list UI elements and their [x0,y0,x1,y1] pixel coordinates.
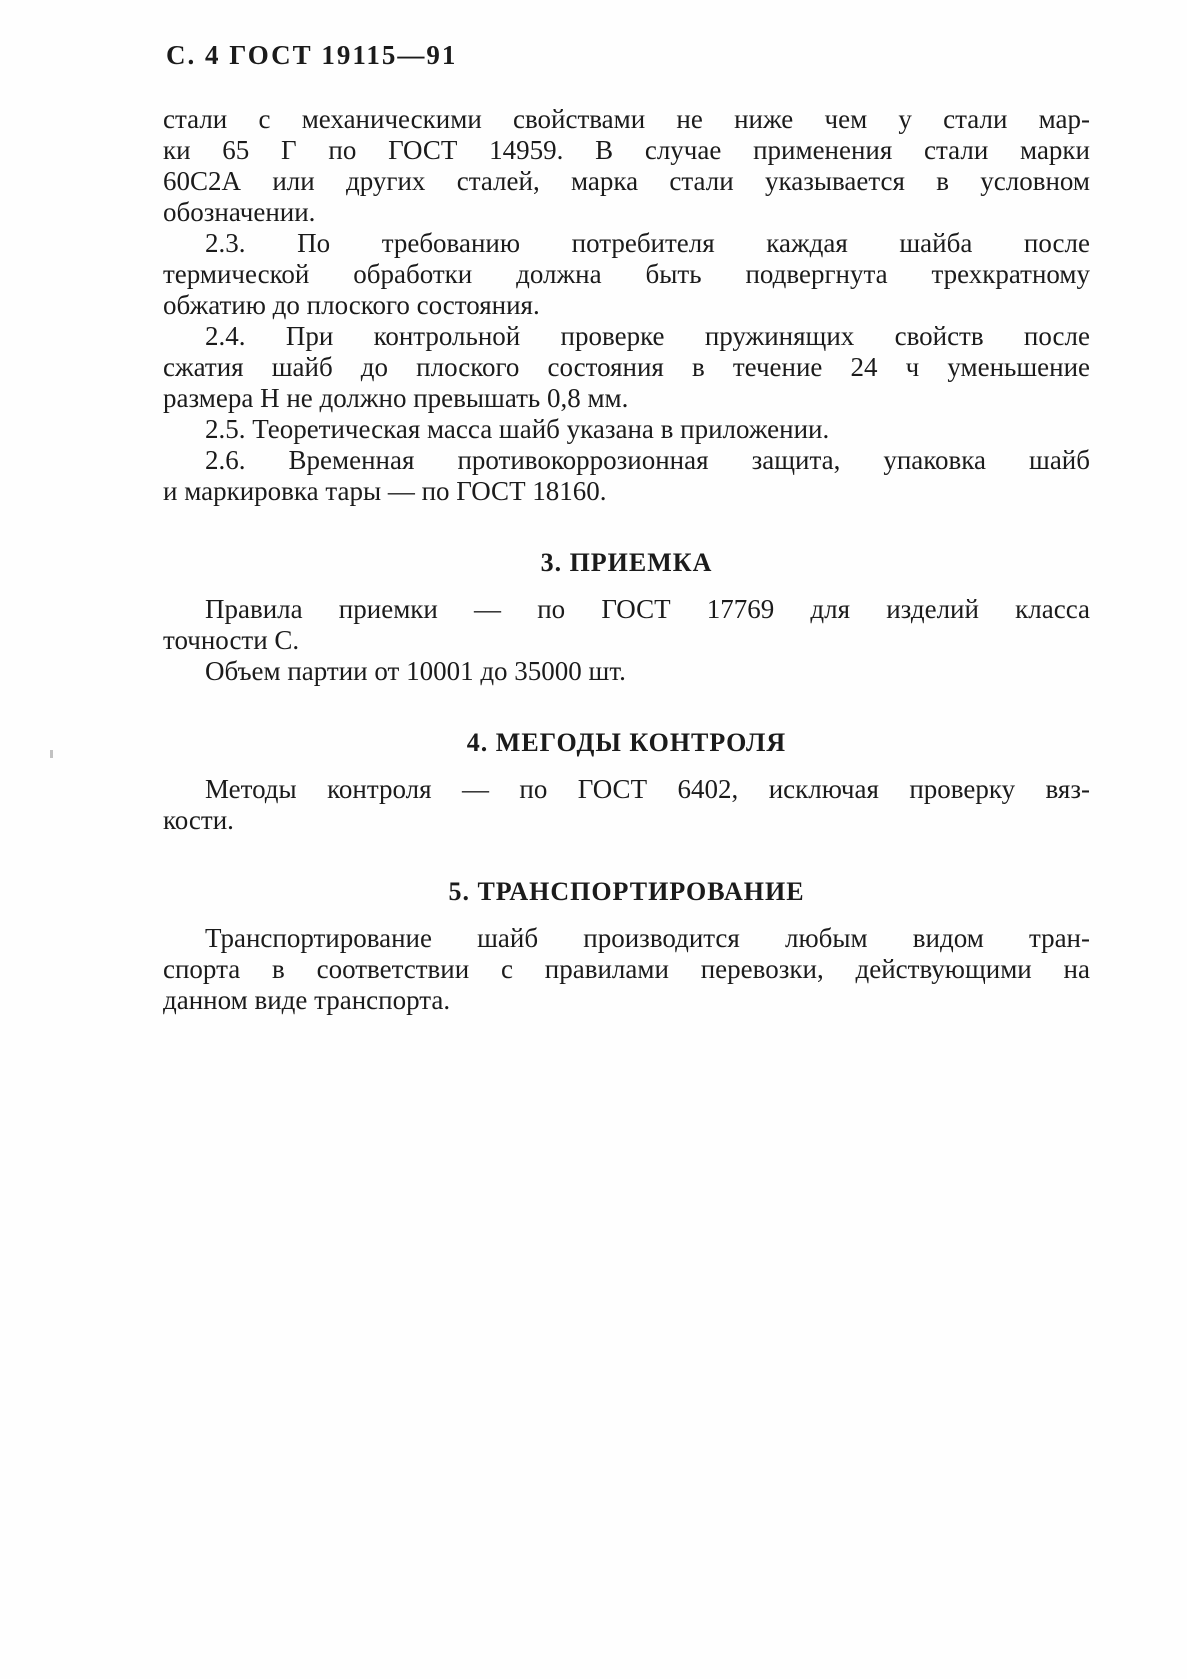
section-heading: 4. МЕГОДЫ КОНТРОЛЯ [466,728,787,757]
text-line: 2.3. По требованию потребителя каждая шайба после [205,228,1090,258]
text-line: 60С2А или других сталей, марка стали указывается в условном [163,166,1090,196]
text-line: термической обработки должна быть подвергнута трехкратному [163,259,1090,289]
text-line: Объем партии от 10001 до 35000 шт. [205,656,626,686]
text-line: размера Н не должно превышать 0,8 мм. [163,383,629,413]
paragraph [163,656,1090,687]
paragraph [163,414,1090,445]
text-line: Правила приемки — по ГОСТ 17769 для изделий класса [205,594,1090,624]
paragraph [163,228,1090,321]
document-body [163,104,1090,1016]
paragraph [163,594,1090,656]
text-line: спорта в соответствии с правилами перевозки, действующими на [163,954,1090,984]
text-line: 2.4. При контрольной проверке пружинящих свойств после [205,321,1090,351]
text-line: сжатия шайб до плоского состояния в течение 24 ч уменьшение [163,352,1090,382]
paragraph [163,104,1090,228]
text-line: обжатию до плоского состояния. [163,290,540,320]
text-line: Методы контроля — по ГОСТ 6402, исключая проверку вяз- [205,774,1090,804]
text-line: и маркировка тары — по ГОСТ 18160. [163,476,607,506]
scan-artifact-dot [50,750,53,758]
text-line: кости. [163,805,234,835]
text-line: стали с механическими свойствами не ниже чем у стали мар- [163,104,1090,134]
section-heading: 3. ПРИЕМКА [540,548,713,577]
text-line: Транспортирование шайб производится любым видом тран- [205,923,1090,953]
text-line: точности С. [163,625,300,655]
text-line: данном виде транспорта. [163,985,451,1015]
paragraph [163,321,1090,414]
paragraph [163,923,1090,1016]
text-line: 2.6. Временная противокоррозионная защита, упаковка шайб [205,445,1090,475]
page-header: С. 4 ГОСТ 19115—91 [166,40,458,70]
section-heading: 5. ТРАНСПОРТИРОВАНИЕ [448,877,805,906]
paragraph [163,445,1090,507]
paragraph [163,774,1090,836]
text-line: обозначении. [163,197,316,227]
text-line: 2.5. Теоретическая масса шайб указана в приложении. [205,414,830,444]
text-line: ки 65 Г по ГОСТ 14959. В случае применения стали марки [163,135,1090,165]
